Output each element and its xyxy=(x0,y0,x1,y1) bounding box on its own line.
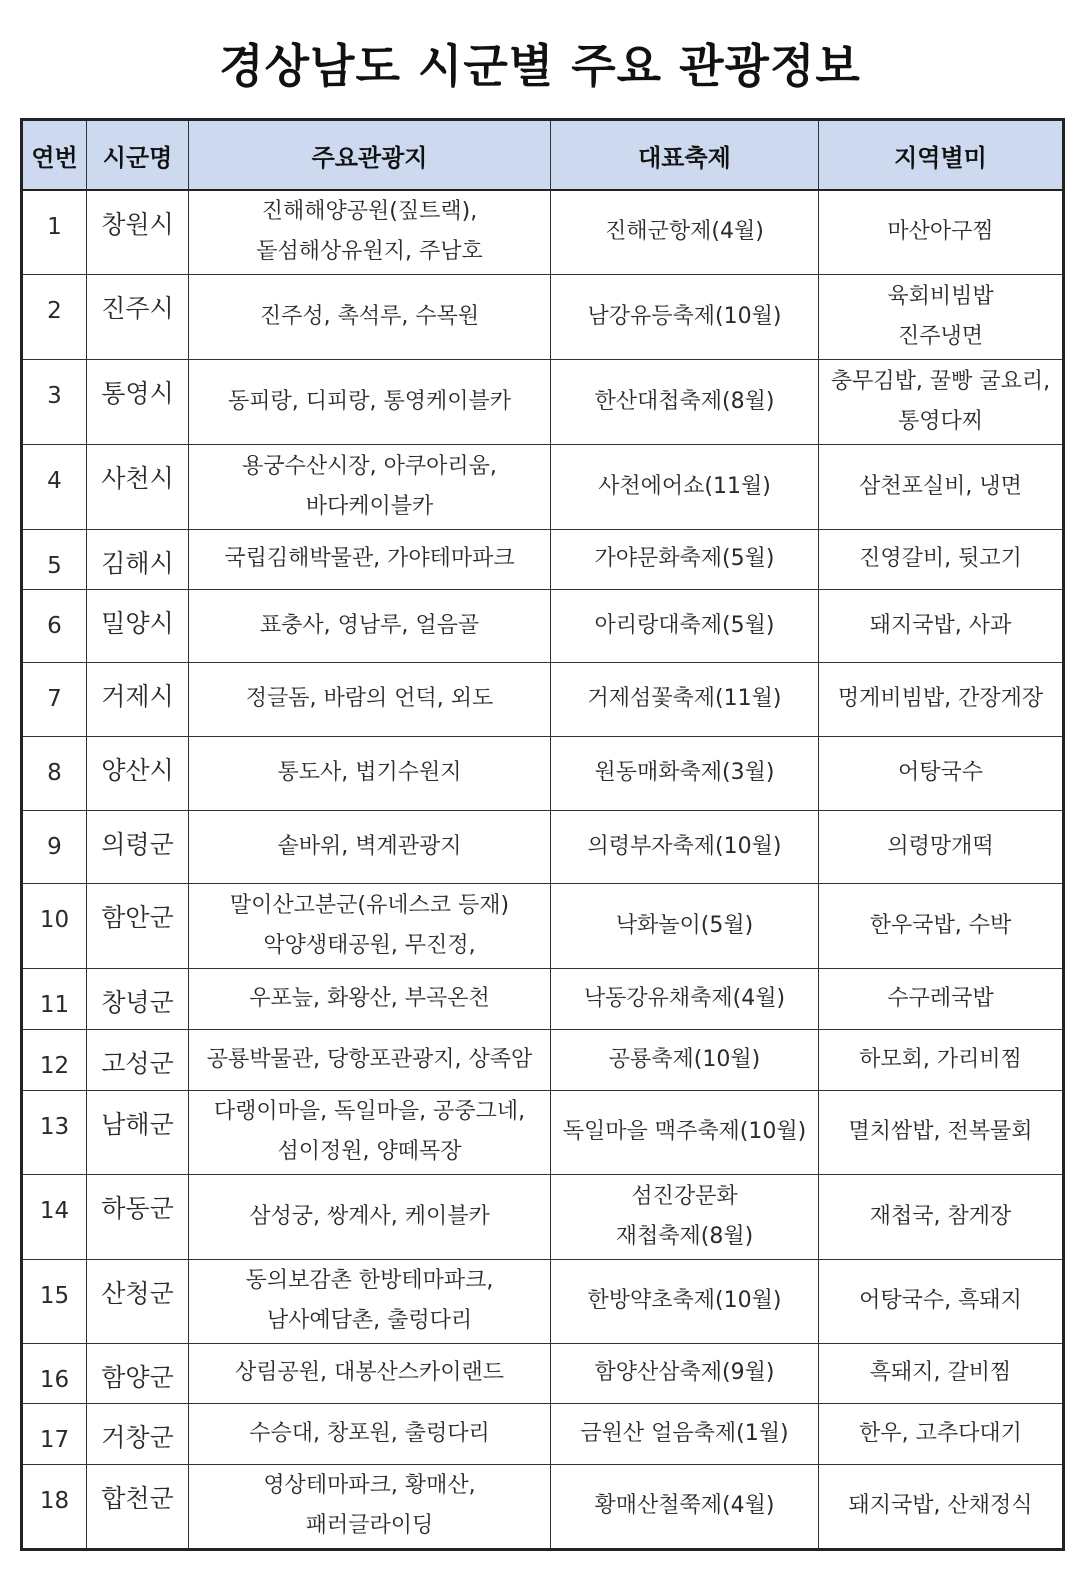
cell-festival-line: 재첩축제(8월) xyxy=(615,1223,754,1249)
cell-no: 12 xyxy=(22,1029,87,1090)
cell-sights-line: 우포늪, 화왕산, 부곡온천 xyxy=(249,985,490,1011)
cell-festival-line: 가야문화축제(5월) xyxy=(594,546,775,571)
cell-city: 창원시 xyxy=(87,190,189,274)
cell-sights-line: 공룡박물관, 당항포관광지, 상족암 xyxy=(206,1046,533,1072)
cell-no: 5 xyxy=(22,529,87,589)
cell-city: 하동군 xyxy=(87,1174,189,1259)
cell-food-line: 하모회, 가리비찜 xyxy=(859,1046,1022,1072)
table-row xyxy=(22,1259,1064,1343)
cell-food xyxy=(819,883,1064,968)
header-sights: 주요관광지 xyxy=(189,120,551,191)
table-row xyxy=(22,529,1064,589)
cell-festival xyxy=(551,529,819,589)
cell-sights-line: 동의보감촌 한방테마파크, xyxy=(245,1268,494,1293)
cell-festival-line: 아리랑대축제(5월) xyxy=(594,612,775,638)
table-row xyxy=(22,359,1064,444)
cell-festival xyxy=(551,359,819,444)
cell-sights-line: 국립김해박물관, 가야테마파크 xyxy=(224,546,515,571)
cell-festival xyxy=(551,1343,819,1403)
cell-festival-line: 사천에어쇼(11월) xyxy=(598,473,771,499)
cell-no: 10 xyxy=(22,883,87,968)
cell-festival xyxy=(551,1029,819,1090)
cell-sights xyxy=(189,1259,551,1343)
cell-festival-line: 금원산 얼음축제(1월) xyxy=(580,1420,789,1446)
table-row xyxy=(22,883,1064,968)
cell-festival-line: 함양산삼축제(9월) xyxy=(594,1360,775,1385)
cell-food xyxy=(819,810,1064,883)
cell-city: 의령군 xyxy=(87,810,189,883)
header-row xyxy=(22,120,1064,191)
cell-city: 남해군 xyxy=(87,1090,189,1174)
cell-festival xyxy=(551,736,819,810)
cell-festival-line: 의령부자축제(10월) xyxy=(587,833,782,859)
cell-festival-line: 남강유등축제(10월) xyxy=(587,303,782,329)
cell-no: 13 xyxy=(22,1090,87,1174)
header-city: 시군명 xyxy=(87,120,189,191)
cell-food xyxy=(819,1029,1064,1090)
tourism-table xyxy=(20,118,1065,1551)
cell-festival xyxy=(551,810,819,883)
table-row xyxy=(22,190,1064,274)
cell-festival-line: 한방약초축제(10월) xyxy=(587,1288,782,1313)
cell-sights xyxy=(189,1029,551,1090)
cell-sights-line: 삼성궁, 쌍계사, 케이블카 xyxy=(249,1203,490,1229)
cell-city: 거제시 xyxy=(87,662,189,736)
cell-city: 거창군 xyxy=(87,1403,189,1464)
cell-sights xyxy=(189,190,551,274)
cell-food-line: 수구레국밥 xyxy=(887,985,994,1011)
cell-sights xyxy=(189,359,551,444)
cell-festival-line: 한산대첩축제(8월) xyxy=(594,388,775,414)
table-row xyxy=(22,1090,1064,1174)
table-row xyxy=(22,1464,1064,1549)
cell-food xyxy=(819,359,1064,444)
table-row xyxy=(22,1343,1064,1403)
cell-food-line: 돼지국밥, 사과 xyxy=(869,612,1012,638)
table-row xyxy=(22,274,1064,359)
cell-festival xyxy=(551,1464,819,1549)
header-no: 연번 xyxy=(22,120,87,191)
cell-festival-line: 낙화놀이(5월) xyxy=(615,912,754,938)
cell-no: 18 xyxy=(22,1464,87,1549)
cell-food-line: 한우국밥, 수박 xyxy=(869,912,1012,938)
cell-festival xyxy=(551,1259,819,1343)
cell-sights xyxy=(189,1343,551,1403)
cell-festival-line: 진해군항제(4월) xyxy=(605,219,764,245)
cell-city: 양산시 xyxy=(87,736,189,810)
cell-city: 진주시 xyxy=(87,274,189,359)
cell-city: 함안군 xyxy=(87,883,189,968)
cell-no: 16 xyxy=(22,1343,87,1403)
page-title: 경상남도 시군별 주요 관광정보 xyxy=(219,39,861,93)
cell-sights-line: 악양생태공원, 무진정, xyxy=(263,932,476,958)
cell-food-line: 진영갈비, 뒷고기 xyxy=(859,546,1022,571)
cell-city: 사천시 xyxy=(87,444,189,529)
cell-food xyxy=(819,1174,1064,1259)
cell-no: 4 xyxy=(22,444,87,529)
cell-no: 2 xyxy=(22,274,87,359)
cell-sights xyxy=(189,662,551,736)
cell-city: 밀양시 xyxy=(87,589,189,662)
cell-festival xyxy=(551,968,819,1029)
cell-food xyxy=(819,274,1064,359)
cell-food-line: 멍게비빔밥, 간장게장 xyxy=(837,686,1044,711)
cell-food-line: 진주냉면 xyxy=(897,323,983,349)
cell-no: 15 xyxy=(22,1259,87,1343)
cell-food-line: 멸치쌈밥, 전복물회 xyxy=(848,1119,1033,1144)
cell-food-line: 마산아구찜 xyxy=(887,219,994,245)
table-row xyxy=(22,662,1064,736)
cell-sights xyxy=(189,968,551,1029)
cell-no: 7 xyxy=(22,662,87,736)
cell-sights xyxy=(189,529,551,589)
cell-food xyxy=(819,529,1064,589)
cell-sights-line: 수승대, 창포원, 출렁다리 xyxy=(249,1420,490,1446)
cell-festival xyxy=(551,1403,819,1464)
cell-sights xyxy=(189,444,551,529)
cell-food-line: 어탕국수 xyxy=(897,760,983,785)
cell-no: 9 xyxy=(22,810,87,883)
cell-food-line: 어탕국수, 흑돼지 xyxy=(859,1288,1022,1313)
cell-food-line: 의령망개떡 xyxy=(887,833,994,859)
cell-food xyxy=(819,1403,1064,1464)
cell-food xyxy=(819,589,1064,662)
header-food: 지역별미 xyxy=(819,120,1064,191)
cell-food xyxy=(819,736,1064,810)
table-row xyxy=(22,1029,1064,1090)
cell-sights-line: 동피랑, 디피랑, 통영케이블카 xyxy=(228,388,511,414)
cell-sights-line: 용궁수산시장, 아쿠아리움, xyxy=(242,453,497,479)
cell-no: 6 xyxy=(22,589,87,662)
cell-sights xyxy=(189,1403,551,1464)
cell-no: 14 xyxy=(22,1174,87,1259)
cell-sights xyxy=(189,883,551,968)
cell-festival-line: 공룡축제(10월) xyxy=(608,1046,761,1072)
cell-city: 합천군 xyxy=(87,1464,189,1549)
cell-festival-line: 거제섬꽃축제(11월) xyxy=(587,686,782,711)
cell-sights-line: 진해해양공원(짚트랙), xyxy=(261,199,478,225)
cell-sights xyxy=(189,736,551,810)
cell-city: 김해시 xyxy=(87,529,189,589)
table-body xyxy=(22,190,1064,1549)
cell-sights-line: 섬이정원, 양떼목장 xyxy=(277,1139,462,1164)
cell-no: 17 xyxy=(22,1403,87,1464)
cell-food xyxy=(819,1343,1064,1403)
cell-no: 1 xyxy=(22,190,87,274)
cell-city: 고성군 xyxy=(87,1029,189,1090)
cell-food-line: 한우, 고추다대기 xyxy=(859,1420,1022,1446)
cell-festival xyxy=(551,444,819,529)
cell-festival-line: 황매산철쭉제(4월) xyxy=(594,1493,775,1518)
cell-food xyxy=(819,662,1064,736)
cell-sights-line: 상림공원, 대봉산스카이랜드 xyxy=(234,1360,504,1385)
cell-sights xyxy=(189,810,551,883)
cell-food-line: 삼천포실비, 냉면 xyxy=(859,473,1022,499)
cell-no: 3 xyxy=(22,359,87,444)
cell-no: 11 xyxy=(22,968,87,1029)
table-row xyxy=(22,1403,1064,1464)
cell-city: 통영시 xyxy=(87,359,189,444)
cell-sights-line: 바다케이블카 xyxy=(305,493,434,519)
table-row xyxy=(22,444,1064,529)
cell-food xyxy=(819,1464,1064,1549)
table-row xyxy=(22,968,1064,1029)
cell-sights xyxy=(189,1464,551,1549)
cell-festival-line: 독일마을 맥주축제(10월) xyxy=(562,1119,807,1144)
cell-sights xyxy=(189,1174,551,1259)
cell-sights xyxy=(189,274,551,359)
cell-sights-line: 표충사, 영남루, 얼음골 xyxy=(259,612,480,638)
cell-food xyxy=(819,444,1064,529)
cell-festival-line: 섬진강문화 xyxy=(631,1183,738,1209)
cell-festival-line: 낙동강유채축제(4월) xyxy=(583,985,786,1011)
cell-city: 창녕군 xyxy=(87,968,189,1029)
cell-food xyxy=(819,968,1064,1029)
table-row xyxy=(22,736,1064,810)
cell-food xyxy=(819,190,1064,274)
table-row xyxy=(22,810,1064,883)
cell-sights-line: 다랭이마을, 독일마을, 공중그네, xyxy=(213,1099,526,1124)
cell-sights-line: 정글돔, 바람의 언덕, 외도 xyxy=(245,686,494,711)
cell-city: 함양군 xyxy=(87,1343,189,1403)
cell-no: 8 xyxy=(22,736,87,810)
cell-sights-line: 남사예담촌, 출렁다리 xyxy=(266,1308,473,1333)
cell-food xyxy=(819,1090,1064,1174)
cell-festival xyxy=(551,1174,819,1259)
table-row xyxy=(22,589,1064,662)
cell-festival xyxy=(551,190,819,274)
header-festival: 대표축제 xyxy=(551,120,819,191)
cell-sights-line: 솥바위, 벽계관광지 xyxy=(277,833,462,859)
cell-sights-line: 진주성, 촉석루, 수목원 xyxy=(259,303,480,329)
cell-sights-line: 말이산고분군(유네스코 등재) xyxy=(229,892,510,918)
table-row xyxy=(22,1174,1064,1259)
cell-sights xyxy=(189,589,551,662)
cell-sights-line: 패러글라이딩 xyxy=(305,1513,434,1538)
cell-food-line: 돼지국밥, 산채정식 xyxy=(848,1493,1033,1518)
cell-festival xyxy=(551,1090,819,1174)
cell-festival xyxy=(551,274,819,359)
cell-sights-line: 통도사, 법기수원지 xyxy=(277,760,462,785)
cell-festival xyxy=(551,662,819,736)
cell-food-line: 육회비빔밥 xyxy=(887,283,994,309)
cell-sights-line: 영상테마파크, 황매산, xyxy=(263,1473,476,1498)
cell-sights xyxy=(189,1090,551,1174)
cell-festival xyxy=(551,883,819,968)
cell-food-line: 재첩국, 참게장 xyxy=(869,1203,1012,1229)
cell-sights-line: 돝섬해상유원지, 주남호 xyxy=(256,239,483,265)
cell-food-line: 흑돼지, 갈비찜 xyxy=(869,1360,1012,1385)
cell-food-line: 충무김밥, 꿀빵 굴요리, xyxy=(830,368,1051,394)
cell-festival xyxy=(551,589,819,662)
cell-food-line: 통영다찌 xyxy=(897,408,983,434)
cell-festival-line: 원동매화축제(3월) xyxy=(594,760,775,785)
cell-food xyxy=(819,1259,1064,1343)
cell-city: 산청군 xyxy=(87,1259,189,1343)
